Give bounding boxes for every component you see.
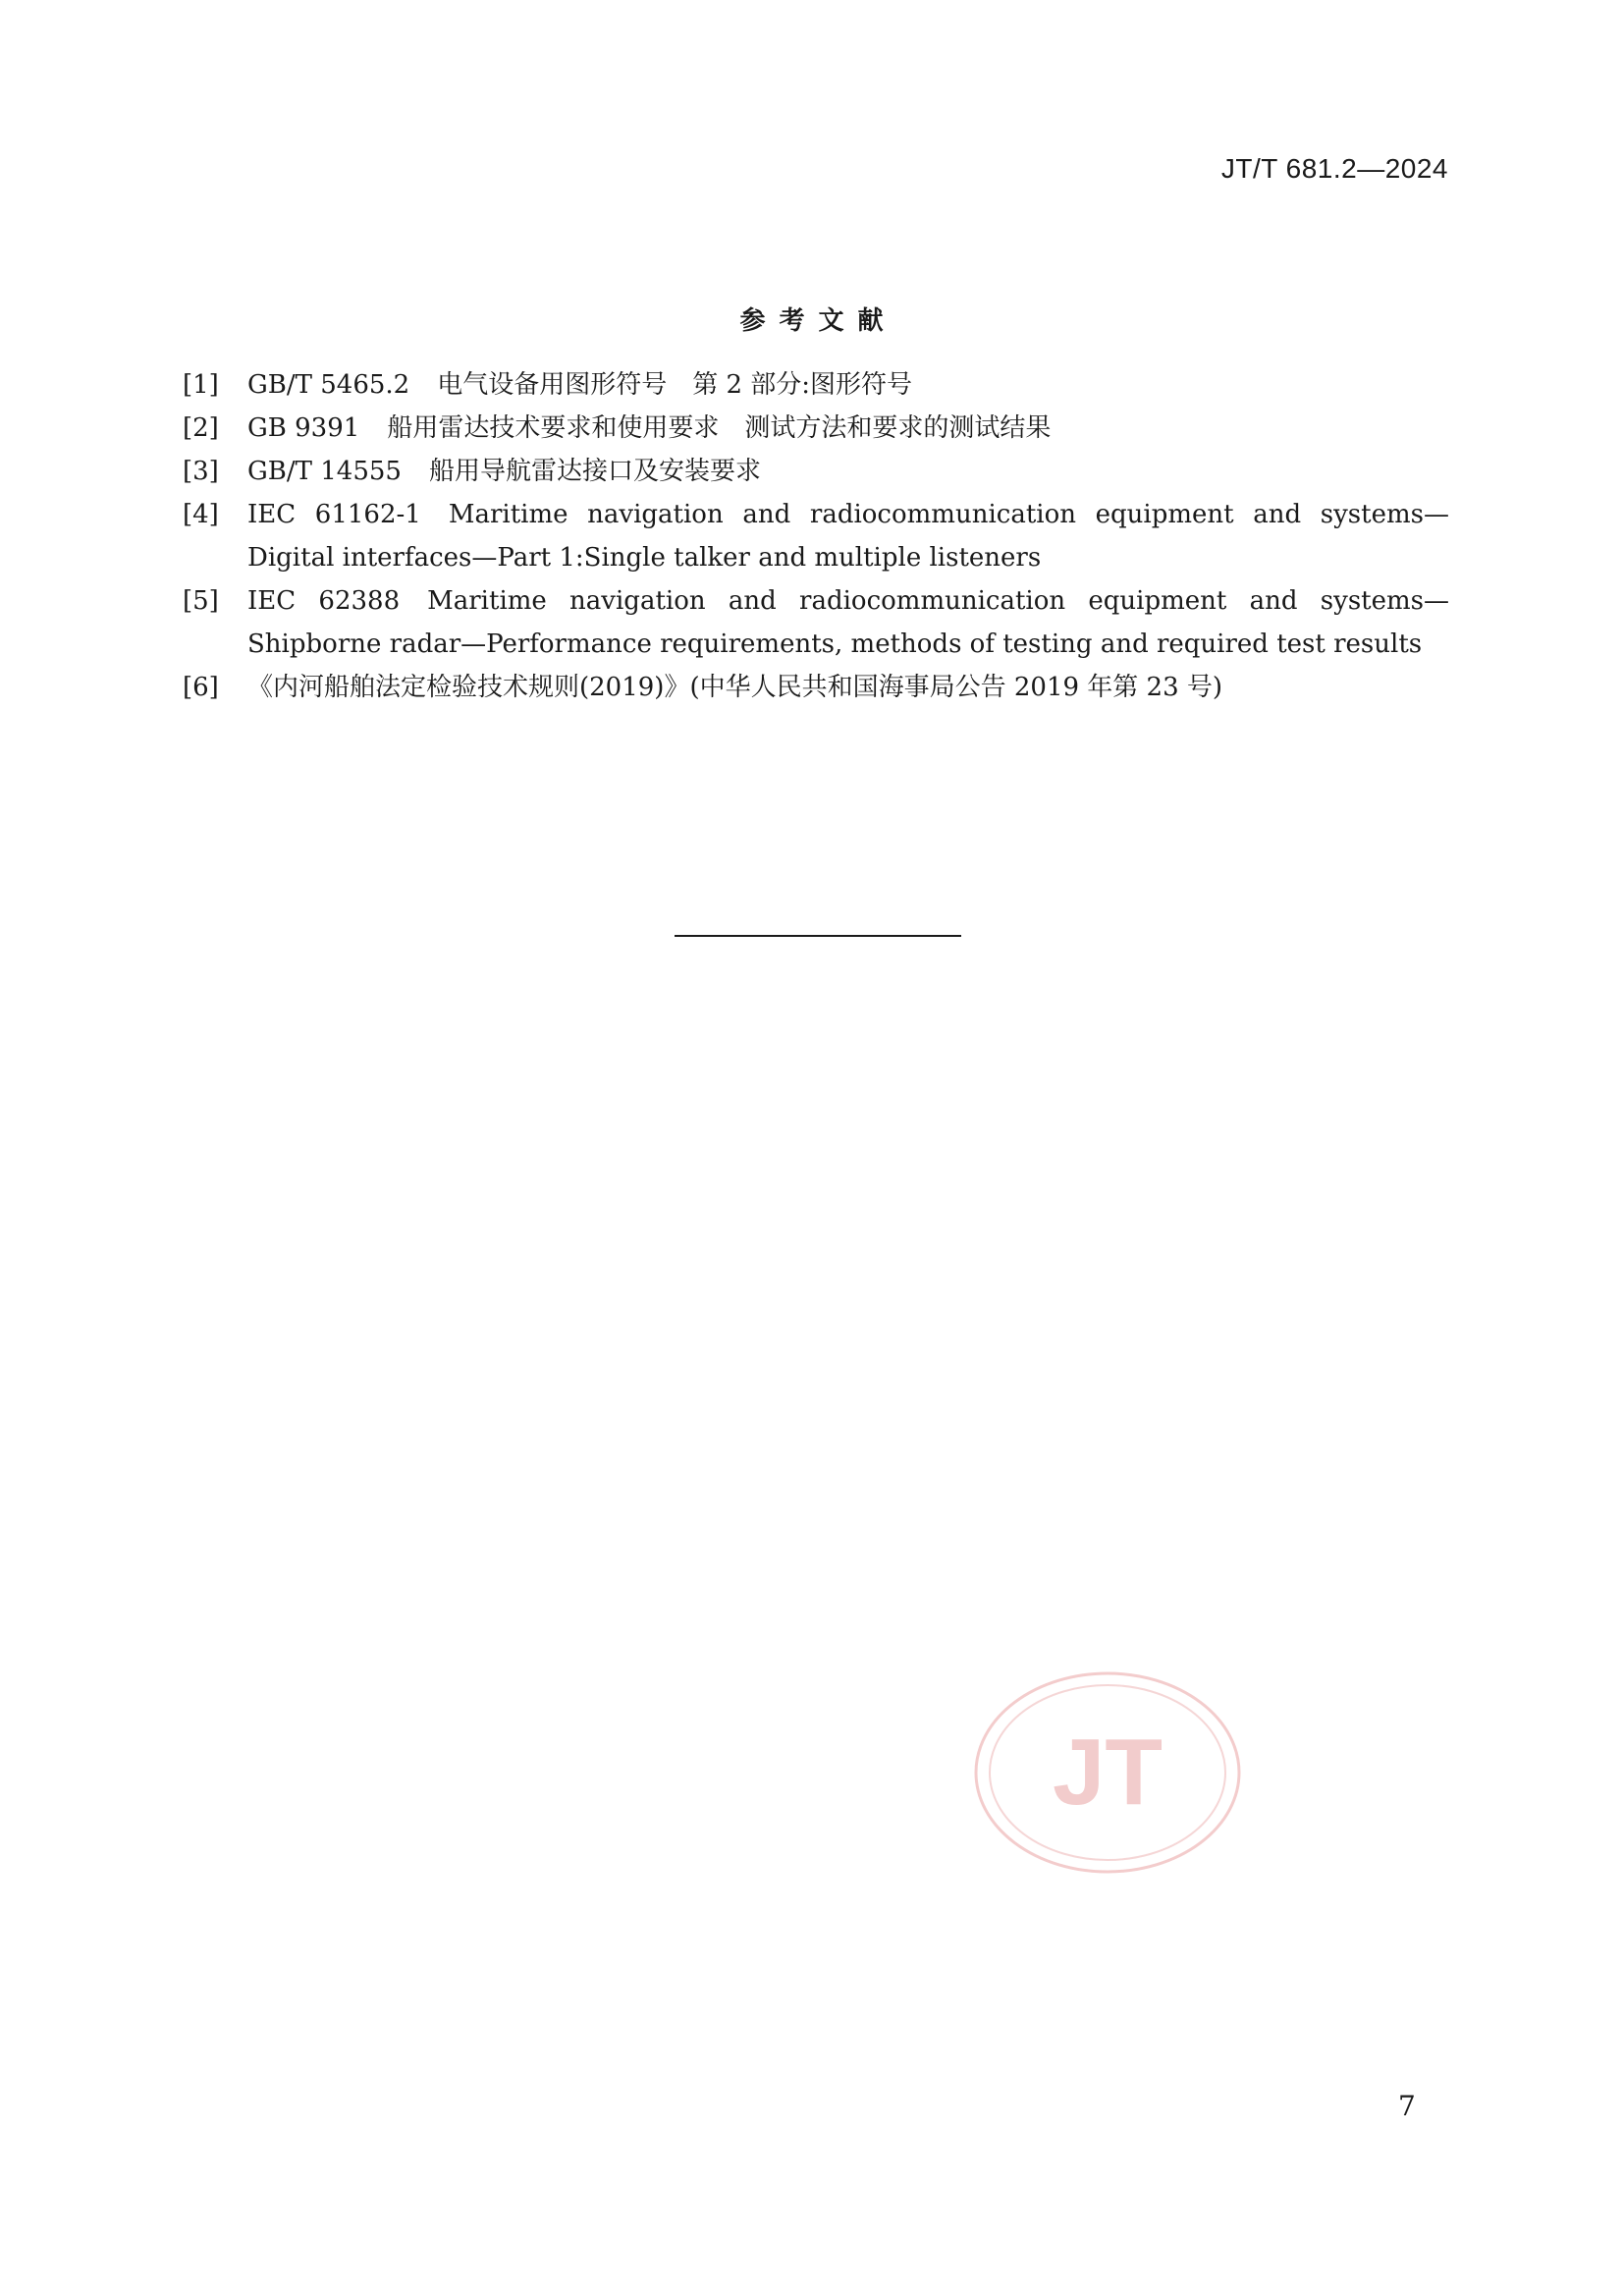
- reference-title: Maritime navigation and radiocommunication equipment and systems—Shipborne radar—Performance requirements, methods of testing and required test results: [247, 586, 1449, 659]
- reference-item: [183, 450, 1449, 493]
- reference-code: IEC 61162-1: [247, 500, 421, 529]
- page-number: 7: [1398, 2090, 1416, 2122]
- reference-list: [183, 363, 1449, 709]
- reference-code: GB 9391: [247, 413, 360, 443]
- reference-item: [183, 407, 1449, 450]
- reference-item: [183, 579, 1449, 666]
- reference-number: [3]: [183, 457, 219, 486]
- reference-item: [183, 363, 1449, 407]
- reference-code: IEC 62388: [247, 586, 401, 616]
- jt-stamp-watermark: [972, 1669, 1243, 1876]
- standard-code: JT/T 681.2—2024: [1220, 153, 1448, 184]
- reference-code: GB/T 5465.2: [247, 370, 410, 400]
- end-rule: [675, 935, 961, 937]
- reference-title: 《内河船舶法定检验技术规则(2019)》(中华人民共和国海事局公告 2019 年第 23 号): [247, 673, 1223, 702]
- reference-number: [5]: [183, 586, 219, 616]
- reference-code: GB/T 14555: [247, 457, 402, 486]
- reference-item: [183, 493, 1449, 579]
- reference-number: [4]: [183, 500, 219, 529]
- reference-title: 船用导航雷达接口及安装要求: [428, 457, 761, 486]
- reference-item: [183, 666, 1449, 709]
- reference-number: [1]: [183, 370, 219, 400]
- reference-title: Maritime navigation and radiocommunication equipment and systems—Digital interfaces—Part 1:Single talker and multiple listeners: [247, 500, 1449, 573]
- section-title: 参考文献: [739, 306, 897, 336]
- reference-number: [2]: [183, 413, 219, 443]
- reference-title: 船用雷达技术要求和使用要求 测试方法和要求的测试结果: [387, 413, 1052, 443]
- reference-number: [6]: [183, 673, 219, 702]
- svg-text:JT: JT: [1052, 1720, 1163, 1825]
- reference-title: 电气设备用图形符号 第 2 部分:图形符号: [437, 370, 913, 400]
